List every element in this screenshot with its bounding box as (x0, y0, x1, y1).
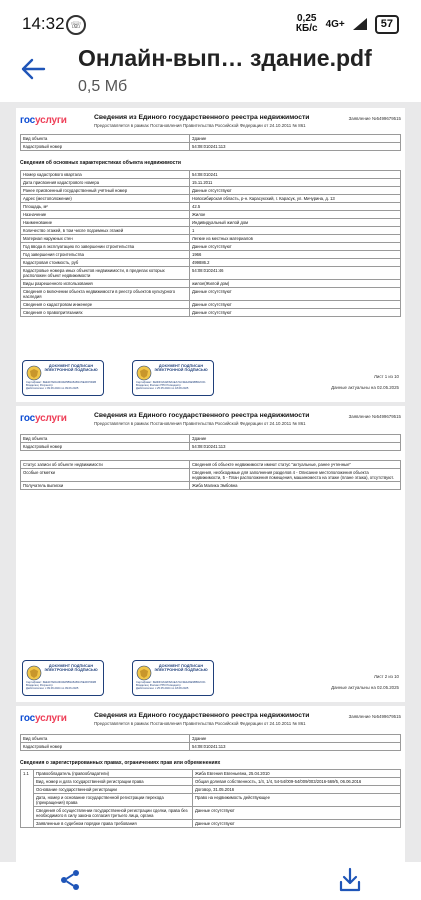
coat-of-arms-icon (26, 365, 42, 381)
document-title: Сведения из Единого государственного реестра недвижимости (94, 412, 310, 419)
table-row (21, 469, 401, 482)
object-table (20, 134, 401, 151)
signature-stamp (22, 660, 104, 696)
document-title: Сведения из Единого государственного реестра недвижимости (94, 114, 310, 121)
stamp-cert: Сертификат: 6EE1F7EDA0D49A5B9A5AB1C5E4FF5D2B (26, 381, 97, 384)
stamp-details (26, 381, 101, 390)
stamp-details (136, 681, 211, 690)
stamp-valid: Действителен: с 25.05.2024 по 18.08.2025 (136, 687, 189, 691)
table-cell: Сведения о кадастровом инженере (21, 301, 190, 309)
table-row (21, 227, 401, 235)
table-cell: Год завершения строительства (21, 251, 190, 259)
table-cell: 54:08:010241:113 (190, 743, 401, 751)
characteristics-table (20, 170, 401, 317)
table-cell: Номер кадастрового квартала (21, 171, 190, 179)
table-cell: 54:08:010241:113 (190, 443, 401, 451)
sheet-number: Лист 2 из 10 (374, 674, 399, 679)
bottom-action-bar (0, 862, 421, 900)
network-speed (296, 14, 318, 34)
section-title: Сведения о зарегистрированных правах, ограничениях прав или обременениях (20, 760, 221, 766)
table-row (21, 251, 401, 259)
page-header (16, 406, 405, 428)
table-cell: Жиба Евгения Евгеньевна, 25.04.2010 (193, 770, 401, 778)
table-row (21, 735, 401, 743)
table-cell: Год ввода в эксплуатацию по завершении строительства (21, 243, 190, 251)
object-table (20, 734, 401, 751)
table-cell: Ранее присвоенный государственный учётный номер (21, 187, 190, 195)
stamp-valid: Действителен: с 25.05.2024 по 18.08.2025 (136, 387, 189, 391)
signal-icon (353, 18, 367, 30)
table-cell: Кадастровый номер (21, 143, 190, 151)
table-row (21, 743, 401, 751)
table-cell: Данные отсутствуют (193, 807, 401, 820)
table-cell: Основание государственной регистрации (34, 786, 193, 794)
statement-number: Заявление №5499679515 (348, 116, 401, 121)
gosuslugi-logo: госуслуги (20, 115, 67, 126)
table-cell: Вид объекта (21, 435, 190, 443)
table-row (21, 443, 401, 451)
actual-date: Данные актуальны на 02.05.2025 (331, 685, 399, 690)
table-row (21, 778, 401, 786)
table-cell: Кадастровая стоимость, руб (21, 259, 190, 267)
table-cell: Кадастровые номера иных объектов недвижимости, в пределах которых расположен объект недвижимости (21, 267, 190, 280)
table-row (21, 301, 401, 309)
table-cell: Правообладатель (правообладатели) (34, 770, 193, 778)
back-arrow-icon[interactable] (20, 56, 46, 82)
table-row (21, 820, 401, 828)
table-cell: Легкие из местных материалов (190, 235, 401, 243)
table-row (21, 807, 401, 820)
table-cell: 54:08:010241:113 (190, 143, 401, 151)
status-table (20, 460, 401, 490)
status-time: 14:32 (22, 14, 65, 33)
table-cell: 42.5 (190, 203, 401, 211)
table-cell: Право на недвижимость действующее (193, 794, 401, 807)
table-row (21, 482, 401, 490)
table-row (21, 267, 401, 280)
viewer-header (0, 44, 421, 102)
table-row (21, 171, 401, 179)
table-cell: Площадь, м² (21, 203, 190, 211)
stamp-owner: Владелец: Росреестр (26, 684, 53, 688)
stamp-cert: Сертификат: 6E0DF0A32F8A1EA7AC3E4A6E9B5D2C01 (136, 681, 206, 684)
table-row (21, 288, 401, 301)
table-cell: Жиба Малика Эмбовна (190, 482, 401, 490)
table-row (21, 435, 401, 443)
rights-table (20, 769, 401, 828)
table-row (21, 770, 401, 778)
table-cell: Данные отсутствуют (190, 243, 401, 251)
table-cell: Вид объекта (21, 135, 190, 143)
table-row (21, 187, 401, 195)
table-cell: Назначение (21, 211, 190, 219)
table-cell: 54:08:010241:46 (190, 267, 401, 280)
table-row (21, 195, 401, 203)
table-cell: Дата присвоения кадастрового номера (21, 179, 190, 187)
pdf-page-1 (16, 108, 405, 402)
stamp-owner: Владелец: Филиал ППК Роскадастр (136, 384, 181, 388)
battery-icon: 57 (375, 15, 399, 34)
status-bar (0, 0, 421, 44)
table-cell: Данные отсутствуют (190, 301, 401, 309)
file-title: Онлайн-вып… здание.pdf (78, 45, 372, 71)
pdf-page-3 (16, 706, 405, 862)
stamp-title: ДОКУМЕНТ ПОДПИСАН ЭЛЕКТРОННОЙ ПОДПИСЬЮ (154, 664, 208, 673)
table-row (21, 219, 401, 227)
file-size: 0,5 Мб (78, 78, 128, 95)
table-cell: 1 (190, 227, 401, 235)
statement-number: Заявление №5499679515 (348, 414, 401, 419)
stamp-details (26, 681, 101, 690)
pdf-viewer[interactable] (0, 102, 421, 862)
row-number: 1.1 (21, 770, 34, 828)
actual-date: Данные актуальны на 02.05.2025 (331, 385, 399, 390)
table-cell: Здание (190, 135, 401, 143)
signature-stamp (132, 660, 214, 696)
stamp-details (136, 381, 211, 390)
table-cell: Особые отметки (21, 469, 190, 482)
stamp-valid: Действителен: с 09.06.2024 по 09.06.2025 (26, 687, 79, 691)
table-row (21, 259, 401, 267)
network-type: 4G+ (325, 18, 345, 30)
table-cell: Получатель выписки (21, 482, 190, 490)
coat-of-arms-icon (136, 665, 152, 681)
table-cell: Данные отсутствуют (193, 820, 401, 828)
table-cell: Наименование (21, 219, 190, 227)
signature-stamp (22, 360, 104, 396)
table-cell: Договор, 31.05.2016 (193, 786, 401, 794)
table-cell: Заявленные в судебном порядке права требования (34, 820, 193, 828)
table-cell: 1966 (190, 251, 401, 259)
table-cell: Кадастровый номер (21, 743, 190, 751)
coat-of-arms-icon (26, 665, 42, 681)
page-header (16, 706, 405, 728)
stamp-valid: Действителен: с 09.06.2024 по 09.06.2025 (26, 387, 79, 391)
table-cell: Статус записи об объекте недвижимости (21, 461, 190, 469)
table-cell: 499886.2 (190, 259, 401, 267)
gosuslugi-logo: госуслуги (20, 413, 67, 424)
table-cell: Сведения о правопритязаниях (21, 309, 190, 317)
table-cell: Кадастровый номер (21, 443, 190, 451)
table-row (21, 203, 401, 211)
table-cell: 15.11.2011 (190, 179, 401, 187)
document-subtitle: Предоставляется в рамках Постановления Правительства Российской Федерации от 24.10.2011 № 861 (94, 421, 306, 426)
table-row (21, 786, 401, 794)
table-cell: Сведения об объекте недвижимости имеют статус "актуальные, ранее учтенные" (190, 461, 401, 469)
stamp-cert: Сертификат: 6E0DF0A32F8A1EA7AC3E4A6E9B5D2C01 (136, 381, 206, 384)
table-cell: Количество этажей, в том числе подземных этажей (21, 227, 190, 235)
table-row (21, 309, 401, 317)
table-row (21, 211, 401, 219)
table-cell: Данные отсутствуют (190, 288, 401, 301)
table-row (21, 280, 401, 288)
table-cell: Дата, номер и основание государственной регистрации перехода (прекращения) права (34, 794, 193, 807)
table-cell: Здание (190, 735, 401, 743)
table-cell: Материал наружных стен (21, 235, 190, 243)
stamp-cert: Сертификат: 6EE1F7EDA0D49A5B9A5AB1C5E4FF5D2B (26, 681, 97, 684)
page-header (16, 108, 405, 130)
table-row (21, 179, 401, 187)
table-cell: Здание (190, 435, 401, 443)
table-cell: Адрес (местоположение) (21, 195, 190, 203)
table-cell: Виды разрешенного использования (21, 280, 190, 288)
table-row (21, 135, 401, 143)
table-cell: жилое(Жилой дом) (190, 280, 401, 288)
stamp-title: ДОКУМЕНТ ПОДПИСАН ЭЛЕКТРОННОЙ ПОДПИСЬЮ (44, 364, 98, 373)
stamp-owner: Владелец: Росреестр (26, 384, 53, 388)
download-icon[interactable] (338, 867, 362, 893)
table-row (21, 143, 401, 151)
table-row (21, 235, 401, 243)
document-title: Сведения из Единого государственного реестра недвижимости (94, 712, 310, 719)
stamp-owner: Владелец: Филиал ППК Роскадастр (136, 684, 181, 688)
gosuslugi-logo: госуслуги (20, 713, 67, 724)
table-cell: Новосибирская область, р-н. Карасукский, г. Карасук, ул. Мичурина, д. 13 (190, 195, 401, 203)
sheet-number: Лист 1 из 10 (374, 374, 399, 379)
speed-unit: КБ/с (295, 23, 318, 34)
table-row (21, 461, 401, 469)
share-icon[interactable] (58, 868, 82, 892)
stamp-title: ДОКУМЕНТ ПОДПИСАН ЭЛЕКТРОННОЙ ПОДПИСЬЮ (44, 664, 98, 673)
speed-value: 0,25 (297, 13, 317, 24)
table-cell: Данные отсутствуют (190, 187, 401, 195)
document-subtitle: Предоставляется в рамках Постановления Правительства Российской Федерации от 24.10.2011 № 861 (94, 721, 306, 726)
table-cell: Сведения о включении объекта недвижимости в реестр объектов культурного наследия (21, 288, 190, 301)
signature-stamp (132, 360, 214, 396)
table-cell: Вид, номер и дата государственной регистрации права (34, 778, 193, 786)
status-indicators (296, 14, 399, 34)
section-title: Сведения об основных характеристиках объекта недвижимости (20, 160, 181, 166)
table-cell: 54:08:010241 (190, 171, 401, 179)
table-cell: Данные отсутствуют (190, 309, 401, 317)
document-subtitle: Предоставляется в рамках Постановления Правительства Российской Федерации от 24.10.2011 № 861 (94, 123, 306, 128)
stamp-title: ДОКУМЕНТ ПОДПИСАН ЭЛЕКТРОННОЙ ПОДПИСЬЮ (154, 364, 208, 373)
table-cell: Индивидуальный жилой дом (190, 219, 401, 227)
statement-number: Заявление №5499679515 (348, 714, 401, 719)
pdf-page-2 (16, 406, 405, 702)
table-row (21, 794, 401, 807)
table-row (21, 243, 401, 251)
whatsapp-icon: ☏ (66, 15, 86, 35)
table-cell: Общая долевая собственность, 1/4, 1/4, 54-54/009-54/009/003/2016-569/5, 06.06.2016 (193, 778, 401, 786)
object-table (20, 434, 401, 451)
table-cell: Вид объекта (21, 735, 190, 743)
coat-of-arms-icon (136, 365, 152, 381)
table-cell: Жилое (190, 211, 401, 219)
table-cell: Сведения об осуществлении государственной регистрации сделки, права без необходимого в силу закона согласия третьего лица, органа (34, 807, 193, 820)
table-cell: Сведения, необходимые для заполнения разделов 4 - Описание местоположения объекта недвижимости, 5 - План расположения помещения, машиноместа на этаже (плане этажа), отсутствуют. (190, 469, 401, 482)
